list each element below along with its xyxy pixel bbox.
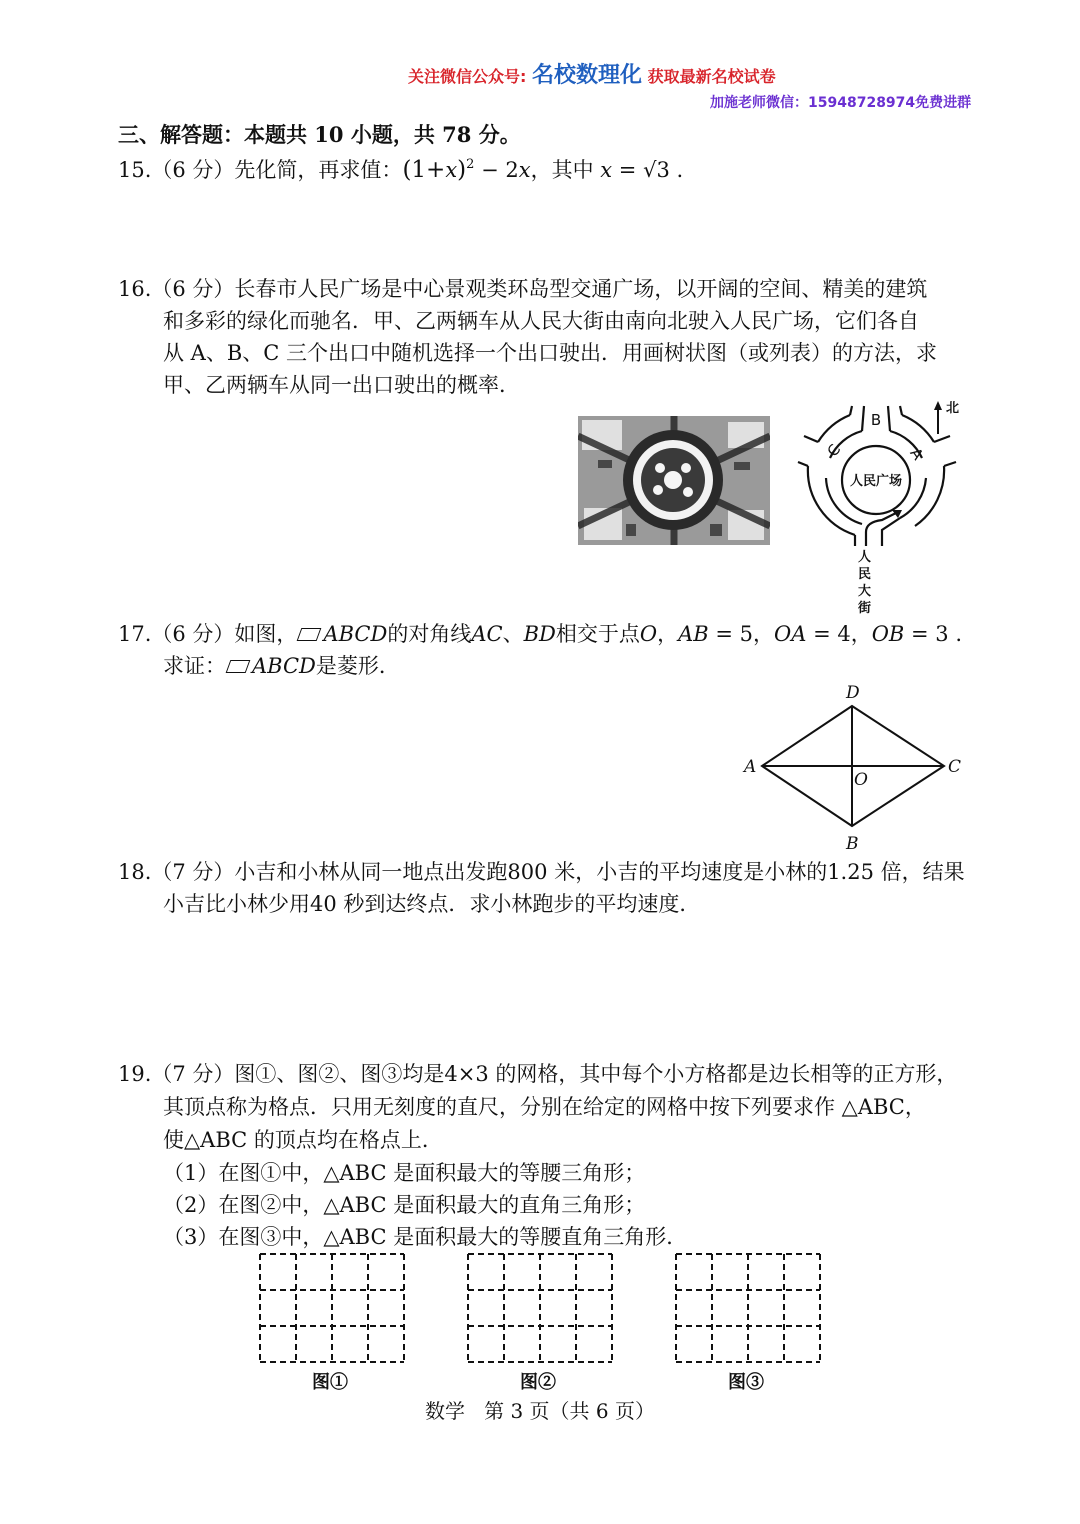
q17-oa: OA <box>774 622 807 646</box>
grid-caption-1: 图① <box>312 1372 348 1393</box>
north-label: 北 <box>946 401 960 416</box>
q19-part2: （2）在图②中，△ABC 是面积最大的直角三角形； <box>163 1193 646 1217</box>
q17-abcd-2: ABCD <box>252 654 316 678</box>
q16-line3: 从 A、B、C 三个出口中随机选择一个出口驶出．用画树状图（或列表）的方法，求 <box>163 341 938 365</box>
q17-ab-val: = 5， <box>708 622 774 646</box>
street-char-3: 大 <box>858 584 872 599</box>
q15-expr-b: ) <box>457 157 467 183</box>
street-char-1: 人 <box>858 550 872 565</box>
grid-figure-1 <box>258 1252 408 1364</box>
q17-ob-val: = 3 . <box>904 622 963 646</box>
q17-ab: AB <box>678 622 709 646</box>
q15-expr-e: = √3 . <box>612 158 684 182</box>
q17-sep: 、 <box>502 622 524 646</box>
exit-b-label: B <box>870 411 882 429</box>
vertex-c: C <box>948 757 962 777</box>
q15-expr-a: (1+ <box>402 157 446 183</box>
q17-o: O <box>639 622 658 646</box>
exit-a-label: A <box>906 444 927 464</box>
q15-exponent: 2 <box>466 157 475 172</box>
rhombus-figure <box>738 680 968 855</box>
q17-rest: 的对角线 <box>387 622 472 646</box>
q17-oa-val: = 4， <box>806 622 872 646</box>
question-15 <box>118 158 683 182</box>
q15-expr-x: x <box>445 158 458 182</box>
q16-line4: 甲、乙两辆车从同一出口驶出的概率． <box>163 373 520 397</box>
q15-lead: 15.（6 分）先化简，再求值： <box>118 158 403 182</box>
grid-caption-2: 图② <box>520 1372 556 1393</box>
grid-caption-3: 图③ <box>728 1372 764 1393</box>
grid-figure-3 <box>674 1252 824 1364</box>
plaza-label: 人民广场 <box>849 474 903 489</box>
q15-expr-c: − 2 <box>474 158 519 182</box>
vertex-b: B <box>846 834 859 854</box>
banner-brand: 名校数理化 <box>531 63 642 88</box>
q15-expr-x3: x <box>600 158 613 182</box>
grid-figure-2 <box>466 1252 616 1364</box>
q17-line2-rest: 是菱形． <box>315 654 400 678</box>
q17-abcd: ABCD <box>323 622 388 646</box>
q17-ac: AC <box>471 622 503 646</box>
q17-line1: 17.（6 分）如图， ABCD的对角线AC、BD相交于点O，AB = 5，OA = 4，OB = 3 . <box>118 622 963 646</box>
roundabout-map <box>790 398 970 620</box>
street-char-2: 民 <box>858 567 872 582</box>
vertex-d: D <box>846 683 860 703</box>
exit-c-label: C <box>823 440 845 460</box>
q17-ob: OB <box>871 622 905 646</box>
vertex-a: A <box>744 757 757 777</box>
q17-meet: 相交于点 <box>555 622 640 646</box>
point-o: O <box>854 770 868 790</box>
q17-bd: BD <box>523 622 556 646</box>
q15-expr-d: ，其中 <box>530 158 601 182</box>
q19-part3: （3）在图③中，△ABC 是面积最大的等腰直角三角形． <box>163 1225 688 1249</box>
q15-expr-x2: x <box>518 158 531 182</box>
north-arrow-icon <box>934 401 942 410</box>
banner-suffix: 获取最新名校试卷 <box>647 67 776 86</box>
q19-line1: 19.（7 分）图①、图②、图③均是4×3 的网格，其中每个小方格都是边长相等的正方形， <box>118 1062 958 1086</box>
q18-line2: 小吉比小林少用40 秒到达终点．求小林跑步的平均速度． <box>163 892 701 916</box>
banner-contact: 加施老师微信：15948728974免费进群 <box>710 95 972 111</box>
q16-line2: 和多彩的绿化而驰名．甲、乙两辆车从人民大街由南向北驶入人民广场，它们各自 <box>163 309 919 333</box>
street-char-4: 街 <box>858 601 872 616</box>
aerial-photo <box>578 416 770 545</box>
promo-banner <box>408 58 776 89</box>
q17-line2-lead: 求证： <box>163 654 226 678</box>
q19-part1: （1）在图①中，△ABC 是面积最大的等腰三角形； <box>163 1161 646 1185</box>
parallelogram-icon-2 <box>226 660 251 673</box>
q17-lead: 17.（6 分）如图， <box>118 622 298 646</box>
page-footer: 数学 第 3 页（共 6 页） <box>425 1399 655 1423</box>
q19-line2: 其顶点称为格点．只用无刻度的直尺，分别在给定的网格中按下列要求作 △ABC， <box>163 1095 926 1119</box>
section-title: 三、解答题：本题共 10 小题，共 78 分。 <box>118 122 521 147</box>
q19-line3: 使△ABC 的顶点均在格点上． <box>163 1128 443 1152</box>
banner-prefix: 关注微信公众号: <box>408 67 527 86</box>
q18-line1: 18.（7 分）小吉和小林从同一地点出发跑800 米，小吉的平均速度是小林的1.25 倍，结果 <box>118 860 965 884</box>
parallelogram-icon <box>297 628 322 641</box>
q17-line2 <box>163 656 400 677</box>
q16-line1: 16.（6 分）长春市人民广场是中心景观类环岛型交通广场，以开阔的空间、精美的建筑 <box>118 277 928 301</box>
